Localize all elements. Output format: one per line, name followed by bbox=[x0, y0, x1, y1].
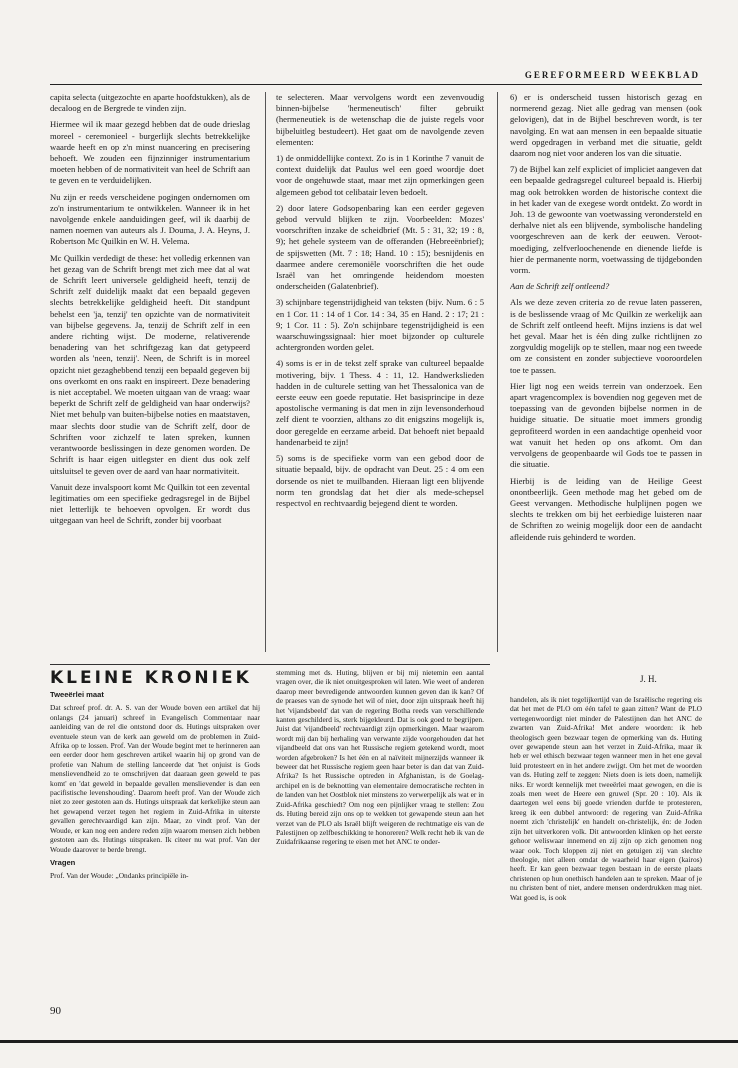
paragraph: Hierbij is de leiding van de Heilige Geest onontbeerlijk. Geen methode mag het gebed om de Geest vervangen. Methodische hulplijnen pogen we slechts te trekken om bij het eerbiedige luisteren naar de Schriften zo weinig mogelijk door een de aandacht afleidende ruis gehinderd te worden. bbox=[510, 475, 702, 542]
bottom-rule bbox=[0, 1040, 738, 1043]
subheading: Tweeërlei maat bbox=[50, 690, 104, 699]
paragraph: Als we deze zeven criteria zo de revue laten passeren, is de beslissende vraag of Mc Quilkin ze werkelijk aan de Schrift zelf ontleend heeft. Mijns inziens is dat wel het geval. Maar het is één ding zulke richtlijnen zo zorgvuldig mogelijk op te stellen, maar nog een tweede om ze consistent en zonder subjectieve vooroordelen toe te passen. bbox=[510, 297, 702, 375]
paragraph: 5) soms is de specifieke vorm van een gebod door de situatie bepaald, bijv. de opdracht van Deut. 25 : 4 om een dorsende os niet te muilbanden. Hieraan ligt een blijvende norm ten grondslag dat het dier als mede-schepsel respectvol en rechtvaardig bejegend dient te worden. bbox=[276, 453, 484, 508]
paragraph: Hier ligt nog een weids terrein van onderzoek. Een apart vragencomplex is bovendien nog gegeven met de toepassing van de gevonden bijbelse normen in de huidige situatie. De situatie moet immers grondig geprofiteerd worden in een aandachtige openheid voor wat vanuit het heden op ons afkomt. Om dan vervolgens de geopenbaarde wil Gods toe te passen in die situatie. bbox=[510, 380, 702, 470]
paragraph: stemming met ds. Huting, blijven er bij mij nietemin een aantal vragen over, die ik niet onuitgesproken wil laten. Wie weet of anderen daarop meer bevredigende antwoorden kunnen geven dan ik kan? Of de praeses van de synode het wil of niet, door zijn uitspraak heeft hij het 'vijandsbeeld' dat van de regering Botha reeds van verschillende kanten geschilderd is, sterk bijgekleurd. Dat is ook goed te begrijpen. Juist dat 'vijandbeeld' rechtvaardigt zijn opmerkingen. Maar waarom wordt mij dan bij herhaling van verwante zijde voorgehouden dat het vijandbeeld dat ons van het Russische regiem getekend wordt, moet worden afgebroken? Is het één en al naïviteit mijnerzijds wanneer ik beweer dat het Russische regiem geen haar beter is dan dat van Zuid-Afrika? Is het Russische optreden in Afghanistan, is de Goelag-archipel en is de beknotting van elementaire democratische rechten in de landen van het Oostblok niet minstens zo verwerpelijk als wat er in Zuid-Afrika geschiedt? Om nog een pijnlijker vraag te stellen: Zou ds. Huting bereid zijn ons op te wekken tot gewapende steun aan het verzet van de PLO als Israël blijft weigeren de rechtmatige eis van de Palestijnen op zelfbeschikking te honoreren? Welk recht heb ik van de Zuidafrikaanse regering te eisen met het ANC te onder- bbox=[276, 668, 484, 847]
section-title: KLEINE KRONIEK bbox=[50, 668, 252, 688]
article-column-3 bbox=[510, 92, 702, 682]
page-number: 90 bbox=[50, 1005, 61, 1017]
kroniek-column-2 bbox=[276, 668, 484, 1008]
paragraph: capita selecta (uitgezochte en aparte hoofdstukken), als de decaloog en de Bergrede te vinden zijn. bbox=[50, 92, 250, 114]
paragraph: Nu zijn er reeds verscheidene pogingen ondernomen om zo'n instrumentarium te ontwikkelen. Wanneer ik in het navolgende enkele aanduidingen geef, wil ik daarbij de namen noemen van auteurs als J. Douma, J. A. Heyns, J. Robertson Mc Quilkin en W. H. Velema. bbox=[50, 191, 250, 247]
header-rule bbox=[50, 84, 702, 85]
paragraph: 7) de Bijbel kan zelf expliciet of impliciet aangeven dat een bepaalde gedragsregel cultureel bepaald is. Hierbij mag ook betrokken worden de historische context die in het kader van de exegese wordt ontdekt. Zo wordt in Joh. 13 de gewoonte van voetwassing verondersteld en derhalve niet als een blijvende, symbolische handeling voorgeschreven aan de kerk der eeuwen. Veroot-moediging, zelfverloochenende en dienende liefde is hier de permanente norm, voetwassing de tijdgebonden vorm. bbox=[510, 164, 702, 276]
paragraph: te selecteren. Maar vervolgens wordt een zevenvoudig binnen-bijbelse 'hermeneutisch' filter gebruikt (hermeneutiek is de wetenschap die de juiste regels voor bijbeluitleg bestudeert). Het gaat om de navolgende zeven elementen: bbox=[276, 92, 484, 147]
paragraph: 4) soms is er in de tekst zelf sprake van cultureel bepaalde motivering, bijv. 1 Thess. 4 : 11, 12. Handwerkslieden hadden in de culturele setting van het Thessalonica van de eerste eeuw een goede reputatie. Het basisprincipe in deze apostolische vermaning is dat men in zijn levensonderhoud zelf dient te voorzien, althans zo dit enigszins mogelijk is, door geregelde en eerzame arbeid. Dat behoeft niet bepaald handenarbeid te zijn! bbox=[276, 358, 484, 447]
paragraph: Hiermee wil ik maar gezegd hebben dat de oude drieslag moreel - ceremonieel - burgerlijk slechts betrekkelijke waarde heeft en op z'n minst nuancering en precisering behoeft. We zouden een fijnzinniger instrumentarium moeten hebben of de normativiteit van heel de Schrift aan te geven en te verduidelijken. bbox=[50, 119, 250, 186]
paragraph: 3) schijnbare tegenstrijdigheid van teksten (bijv. Num. 6 : 5 en 1 Cor. 11 : 14 of 1 Cor. 14 : 34, 35 en Hand. 2 : 17; 21 : 9; 1 Cor. 11 : 5). Zo'n schijnbare tegenstrijdigheid is een waarschuwingssignaal: hier moet bijzonder op culturele achtergronden worden gelet. bbox=[276, 297, 484, 353]
paragraph: Mc Quilkin verdedigt de these: het volledig erkennen van het gezag van de Schrift brengt met zich mee dat al wat de Schrift leert universele geldigheid heeft, tenzij de Schrift zelf duidelijk maakt dat een bepaald gegeven slechts betrekkelijke geldigheid heeft. Dit standpunt behelst een 'ja, tenzij' ten opzichte van de normativiteit van bijbelse gegevens. Ja, tenzij de Schrift zelf in een andere richting wijst. De moderne, relativerende benadering van het schriftgezag kan dat getypeerd worden als 'neen, tenzij'. Neen, de Schrift is in moreel opzicht niet gezaghebbend tenzij een bepaald gegeven bij ons overkomt en ons raakt en inspireert. Deze benadering is niet acceptabel. We moeten uitgaan van de vraag: waar beperkt de Schrift zelf de geldigheid van haar onderwijs? Niet met behulp van buiten-bijbelse noties en maatstaven, maar slechts door studie van de Schrift zelf, door de Schriften voor zichzelf te laten spreken, kunnen verantwoorde beslissingen in deze genomen worden. De Schrift is haar eigen uitlegster en dient dus ook zelf uitsluitsel te geven over de aard van haar normativiteit. bbox=[50, 252, 250, 476]
kroniek-column-3 bbox=[510, 695, 702, 1015]
subheading: Vragen bbox=[50, 857, 76, 867]
paragraph: 2) door latere Godsopenbaring kan een eerder gegeven gebod vervuld blijken te zijn. Voorbeelden: Mozes' voorschriften inzake de scheidbrief (Mt. 5 : 31, 32; 19 : 8, 9); het gehele systeem van de offeranden (Hebreeënbrief); de spijswetten (Mt. 7 : 18; Hand. 10 : 15); besnijdenis en daarmee andere ceremoniële voorschriften die het oude Israël van het omringende heidendom moesten onderscheiden (Galatenbrief). bbox=[276, 202, 484, 292]
article-column-2 bbox=[276, 92, 484, 652]
section-heading: Aan de Schrift zelf ontleend? bbox=[510, 281, 610, 292]
paragraph: Dat schreef prof. dr. A. S. van der Woude boven een artikel dat hij onlangs (24 januari) schreef in Evangelisch Commentaar naar aanleiding van de rel die ontstond door ds. Hutings uitspraken over eventuele steun van de kerk aan geweld om de problemen in Zuid-Afrika op te lossen. Prof. Van der Woude begint met te herinneren aan een eerder door hem geschreven artikel waarin hij op grond van de profetie van Nahum de stelling lanceerde dat 'het onjuist is Gods menslievendheid zo te omschrijven dat daaraan geen geweld te pas komt' en 'dat geweld in bepaalde gevallen menslievender is dan een pacifistische levenshouding'. Daarom heeft prof. Van der Woude zich niet zo zeer gestoten aan ds. Hutings uitspraak dat kerkelijke steun aan het gewapend verzet tegen het regiem in Zuid-Afrika in uiterste gevallen gerechtvaardigd kan zijn. Maar, zo vindt prof. Van der Woude, er kan nog een andere reden zijn waarom mensen zich hebben gestoten aan ds. Hutings uitspraken. Ik citeer nu wat prof. Van der Woude daarover te berde brengt. bbox=[50, 703, 260, 854]
paragraph: Prof. Van der Woude: „Ondanks principiële in- bbox=[50, 871, 189, 881]
paragraph: 1) de onmiddellijke context. Zo is in 1 Korinthe 7 vanuit de context duidelijk dat Paulus wel een goed woordje doet voor de ongehuwde staat, maar met zijn opmerkingen geen algemeen gebod tot celibatair leven bedoelt. bbox=[276, 153, 484, 197]
article-column-1 bbox=[50, 92, 250, 652]
column-divider bbox=[497, 92, 498, 652]
section-rule bbox=[50, 664, 490, 665]
column-divider bbox=[265, 92, 266, 652]
paragraph: handelen, als ik niet tegelijkertijd van de Israëlische regering eis dat het met de PLO om één tafel te gaan zitten? Want de PLO vertegenwoordigt niet minder de Palestijnen dan het ANC de zwarten van Zuid-Afrika! Met andere woorden: ik heb theologisch geen bezwaar tegen de opmerking van ds. Huting over gewapende steun aan het verzet in Zuid-Afrika, maar ik heb er wel ethisch bezwaar tegen wanneer men in het ene geval luid protesteert en in het andere zwijgt. Om het met de woorden van ds. Huting zelf te zeggen: Niets doen is iets doen, namelijk niks. Er wordt kennelijk met tweeërlei maat gewogen, en die is zoals men weet de Heere een gruwel (Spr. 20 : 10). Als ik daartegen wel eens bij goede vrienden durfde te protesteren, kreeg ik een dubbel antwoord: de regering van Zuid-Afrika noemt zich 'christelijk' en handelt on-christelijk, én: de Joden zijn het uitverkoren volk. Dit antwoorden klinken op het eerste gehoor weliswaar innemend en zij zijn op zich genomen nog waar ook. Toch kloppen zij niet en getuigen zij van slechte theologie, niet alleen omdat de waarheid haar eigen (kairos) heeft. Er kan geen bezwaar tegen bestaan in de eerste plaats christenen op hun onethisch handelen aan te spreken. Maar of je nu christen bent of niet, andere mensen onderdrukken mag niet. Wat goed is, is ook bbox=[510, 695, 702, 902]
paragraph: 6) er is onderscheid tussen historisch gezag en normerend gezag. Niet alle gedrag van mensen (ook gelovigen), dat in de Bijbel beschreven wordt, is ter navolging. En wat aan mensen in een bepaalde situatie werd opgedragen in verband met die situatie, geldt daarom nog niet voor anderen los van die situatie. bbox=[510, 92, 702, 159]
kroniek-column-1 bbox=[50, 690, 260, 990]
paragraph: Vanuit deze invalspoort komt Mc Quilkin tot een zevental legitimaties om een specifieke gedragsregel in de Bijbel niet letterlijk te behoeven opvolgen. Er wordt dus uitgegaan van heel de Schrift, zonder bij voorbaat bbox=[50, 481, 250, 526]
author-signature: J. H. bbox=[640, 674, 657, 684]
masthead: GEREFORMEERD WEEKBLAD bbox=[524, 70, 700, 80]
